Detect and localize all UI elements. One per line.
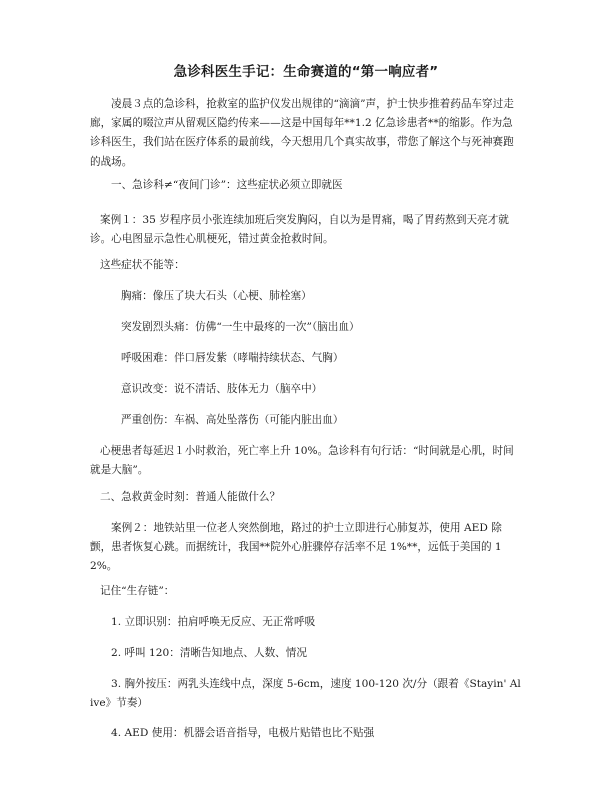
- survival-chain-lead: 记住“生存链”：: [100, 585, 175, 597]
- symptom-item: 呼吸困难：伴口唇发紫（哮喘持续状态、气胸）: [121, 352, 344, 364]
- survival-step: 3. 胸外按压：两乳头连线中点，深度 5-6cm，速度 100-120 次/分（跟着《Stayin' Alive》节奏）: [90, 678, 521, 710]
- symptom-item: 严重创伤：车祸、高处坠落伤（可能内脏出血）: [121, 414, 344, 426]
- case-1-paragraph: 案例１：35 岁程序员小张连续加班后突发胸闷，自以为是胃痛，喝了胃药熬到天亮才就诊。心电图显示急性心肌梗死，错过黄金抢救时间。: [90, 214, 509, 246]
- survival-step: 2. 呼叫 120：清晰告知地点、人数、情况: [111, 647, 307, 659]
- survival-step: 1. 立即识别：拍肩呼唤无反应、无正常呼吸: [111, 616, 316, 628]
- symptom-item: 胸痛：像压了块大石头（心梗、肺栓塞）: [121, 290, 312, 302]
- intro-paragraph: 凌晨３点的急诊科，抢救室的监护仪发出规律的“滴滴”声，护士快步推着药品车穿过走廊，家属的啜泣声从留观区隐约传来——这是中国每年**1.2 亿急诊患者**的缩影。作为急诊科医生，我们站在医疗体系的最前线，今天想用几个真实故事，带您了解这个与死神赛跑的战场。: [90, 98, 514, 168]
- case-2-paragraph: 案例２：地铁站里一位老人突然倒地，路过的护士立即进行心肺复苏，使用 AED 除颤，患者恢复心跳。而据统计，我国**院外心脏骤停存活率不足 1%**，远低于美国的 12%。: [90, 522, 502, 573]
- survival-step: 4. AED 使用：机器会语音指导，电极片贴错也比不贴强: [111, 727, 375, 739]
- symptoms-lead: 这些症状不能等：: [100, 259, 185, 271]
- symptom-item: 突发剧烈头痛：仿佛“一生中最疼的一次”（脑出血）: [121, 321, 360, 333]
- page-title: 急诊科医生手记：生命赛道的“第一响应者”: [173, 64, 439, 80]
- symptom-item: 意识改变：说不清话、肢体无力（脑卒中）: [121, 383, 323, 395]
- section-2-heading: 二、急救黄金时刻：普通人能做什么？: [100, 491, 281, 503]
- note-paragraph: 心梗患者每延迟１小时救治，死亡率上升 10%。急诊科有句行话：“时间就是心肌，时间就是大脑”。: [90, 445, 514, 477]
- section-1-heading: 一、急诊科≠“夜间门诊”：这些症状必须立即就医: [111, 179, 343, 191]
